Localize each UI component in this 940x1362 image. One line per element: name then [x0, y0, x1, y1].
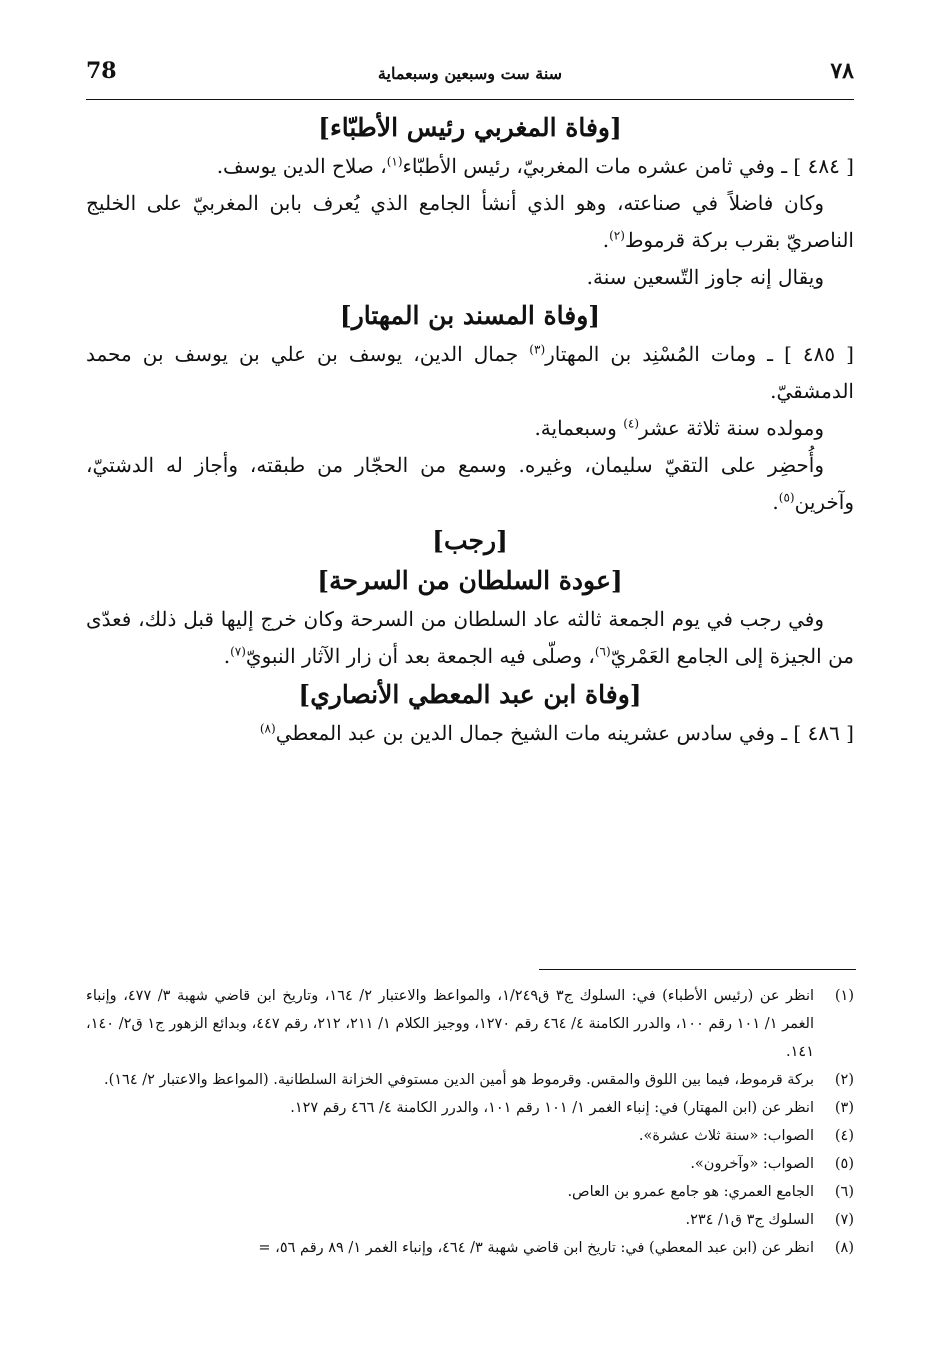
footnote-ref[interactable]: (٢) [609, 228, 625, 243]
footnote-text: الصواب: «سنة ثلاث عشرة». [638, 1128, 814, 1144]
footnote-ref[interactable]: (٨) [259, 721, 276, 736]
footnote-number: (١) [834, 988, 854, 1004]
paragraph: وأُحضِر على التقيّ سليمان، وغيره. وسمع من الحجّار من طبقته، وأجاز له الدشتيّ، وآخرين$^{(٥)}$. [86, 453, 854, 514]
footnote [86, 1234, 854, 1262]
running-title: سنة ست وسبعين وسبعماية [377, 64, 563, 83]
footnote-ref[interactable]: (٣) [529, 342, 546, 357]
footnote-number: (٧) [834, 1212, 854, 1228]
footnote-number: (٨) [834, 1240, 854, 1256]
footnote-text: السلوك ج٣ ق١/ ٢٣٤. [685, 1212, 814, 1228]
running-header [86, 56, 854, 96]
section-heading: [وفاة ابن عبد المعطي الأنصاري] [298, 680, 642, 709]
month-heading: [رجب] [432, 526, 508, 555]
footnote-rule [539, 969, 856, 970]
paragraph: وفي رجب في يوم الجمعة ثالثه عاد السلطان من السرحة وكان خرج إليها قبل ذلك، فعدّى من الجيزة إلى الجامع العَمْريّ$^{(٦)}$، وصلّى فيه الجمعة بعد أن زار الآثار النبويّ$^{(٧)}$. [86, 607, 854, 668]
paragraph: وكان فاضلاً في صناعته، وهو الذي أنشأ الجامع الذي يُعرف بابن المغربيّ على الخليج الناصريّ بقرب بركة قرموط$^{(٢)}$. [86, 191, 854, 252]
section-heading: [عودة السلطان من السرحة] [317, 566, 623, 595]
footnote [86, 1122, 854, 1150]
footnote-number: (٤) [834, 1128, 854, 1144]
footnote [86, 1150, 854, 1178]
entry-paragraph: [ ٤٨٥ ] ـ ومات المُسْنِد بن المهتار$^{(٣)}$ جمال الدين، يوسف بن علي بن يوسف بن محمد الدمشقيّ. [86, 342, 854, 403]
footnote-text: الجامع العمري: هو جامع عمرو بن العاص. [567, 1184, 814, 1200]
paragraph: ومولده سنة ثلاثة عشر$^{(٤)}$ وسبعماية. [534, 416, 824, 440]
footnote-ref[interactable]: (٤) [623, 416, 640, 431]
main-text [86, 108, 854, 752]
section-heading: [وفاة المغربي رئيس الأطبّاء] [318, 113, 622, 142]
section-heading: [وفاة المسند بن المهتار] [339, 301, 601, 330]
page-number-latin: 78 [86, 58, 117, 84]
footnote-ref[interactable]: (١) [386, 154, 403, 169]
footnote [86, 1094, 854, 1122]
footnotes [86, 982, 854, 1262]
entry-paragraph: [ ٤٨٦ ] ـ وفي سادس عشرينه مات الشيخ جمال الدين بن عبد المعطي$^{(٨)}$ [259, 721, 854, 745]
footnote-number: (٦) [834, 1184, 854, 1200]
footnote-number: (٢) [834, 1072, 854, 1088]
header-rule [86, 99, 854, 100]
footnote-text: انظر عن (رئيس الأطباء) في: السلوك ج٣ ق١/٢٤٩، والمواعظ والاعتبار ٢/ ١٦٤، وتاريخ ابن قاضي شهبة ٣/ ٤٧٧، وإنباء الغمر ١/ ١٠١ رقم ١٠٠، والدرر الكامنة ٤/ ٤٦٤ رقم ١٢٧٠، ووجيز الكلام ١/ ٢١١، ٢١٢، رقم ٤٤٧، وبدائع الزهور ج١ ق٢/ ١٤٠، ١٤١. [86, 988, 815, 1060]
footnote-text: بركة قرموط، فيما بين اللوق والمقس. وقرموط هو أمين الدين مستوفي الخزانة السلطانية. (المواعظ والاعتبار ٢/ ١٦٤). [103, 1072, 814, 1088]
footnote-ref[interactable]: (٥) [778, 490, 795, 505]
footnote-number: (٥) [834, 1156, 854, 1172]
footnote [86, 1206, 854, 1234]
footnote-ref[interactable]: (٦) [594, 644, 611, 659]
footnote [86, 1066, 854, 1094]
footnote-ref[interactable]: (٧) [230, 644, 246, 659]
page-number-arabic: ٧٨ [830, 58, 854, 84]
footnote-number: (٣) [834, 1100, 854, 1116]
entry-paragraph: [ ٤٨٤ ] ـ وفي ثامن عشره مات المغربيّ، رئيس الأطبّاء$^{(١)}$، صلاح الدين يوسف. [216, 154, 854, 178]
paragraph: ويقال إنه جاوز التّسعين سنة. [586, 265, 824, 289]
footnote [86, 982, 854, 1066]
footnote [86, 1178, 854, 1206]
footnote-text: انظر عن (ابن عبد المعطي) في: تاريخ ابن قاضي شهبة ٣/ ٤٦٤، وإنباء الغمر ١/ ٨٩ رقم ٥٦، = [258, 1240, 814, 1256]
footnote-text: الصواب: «وآخرون». [690, 1156, 814, 1172]
footnote-text: انظر عن (ابن المهتار) في: إنباء الغمر ١/ ١٠١ رقم ١٠١، والدرر الكامنة ٤/ ٤٦٦ رقم ١٢٧. [290, 1100, 814, 1116]
